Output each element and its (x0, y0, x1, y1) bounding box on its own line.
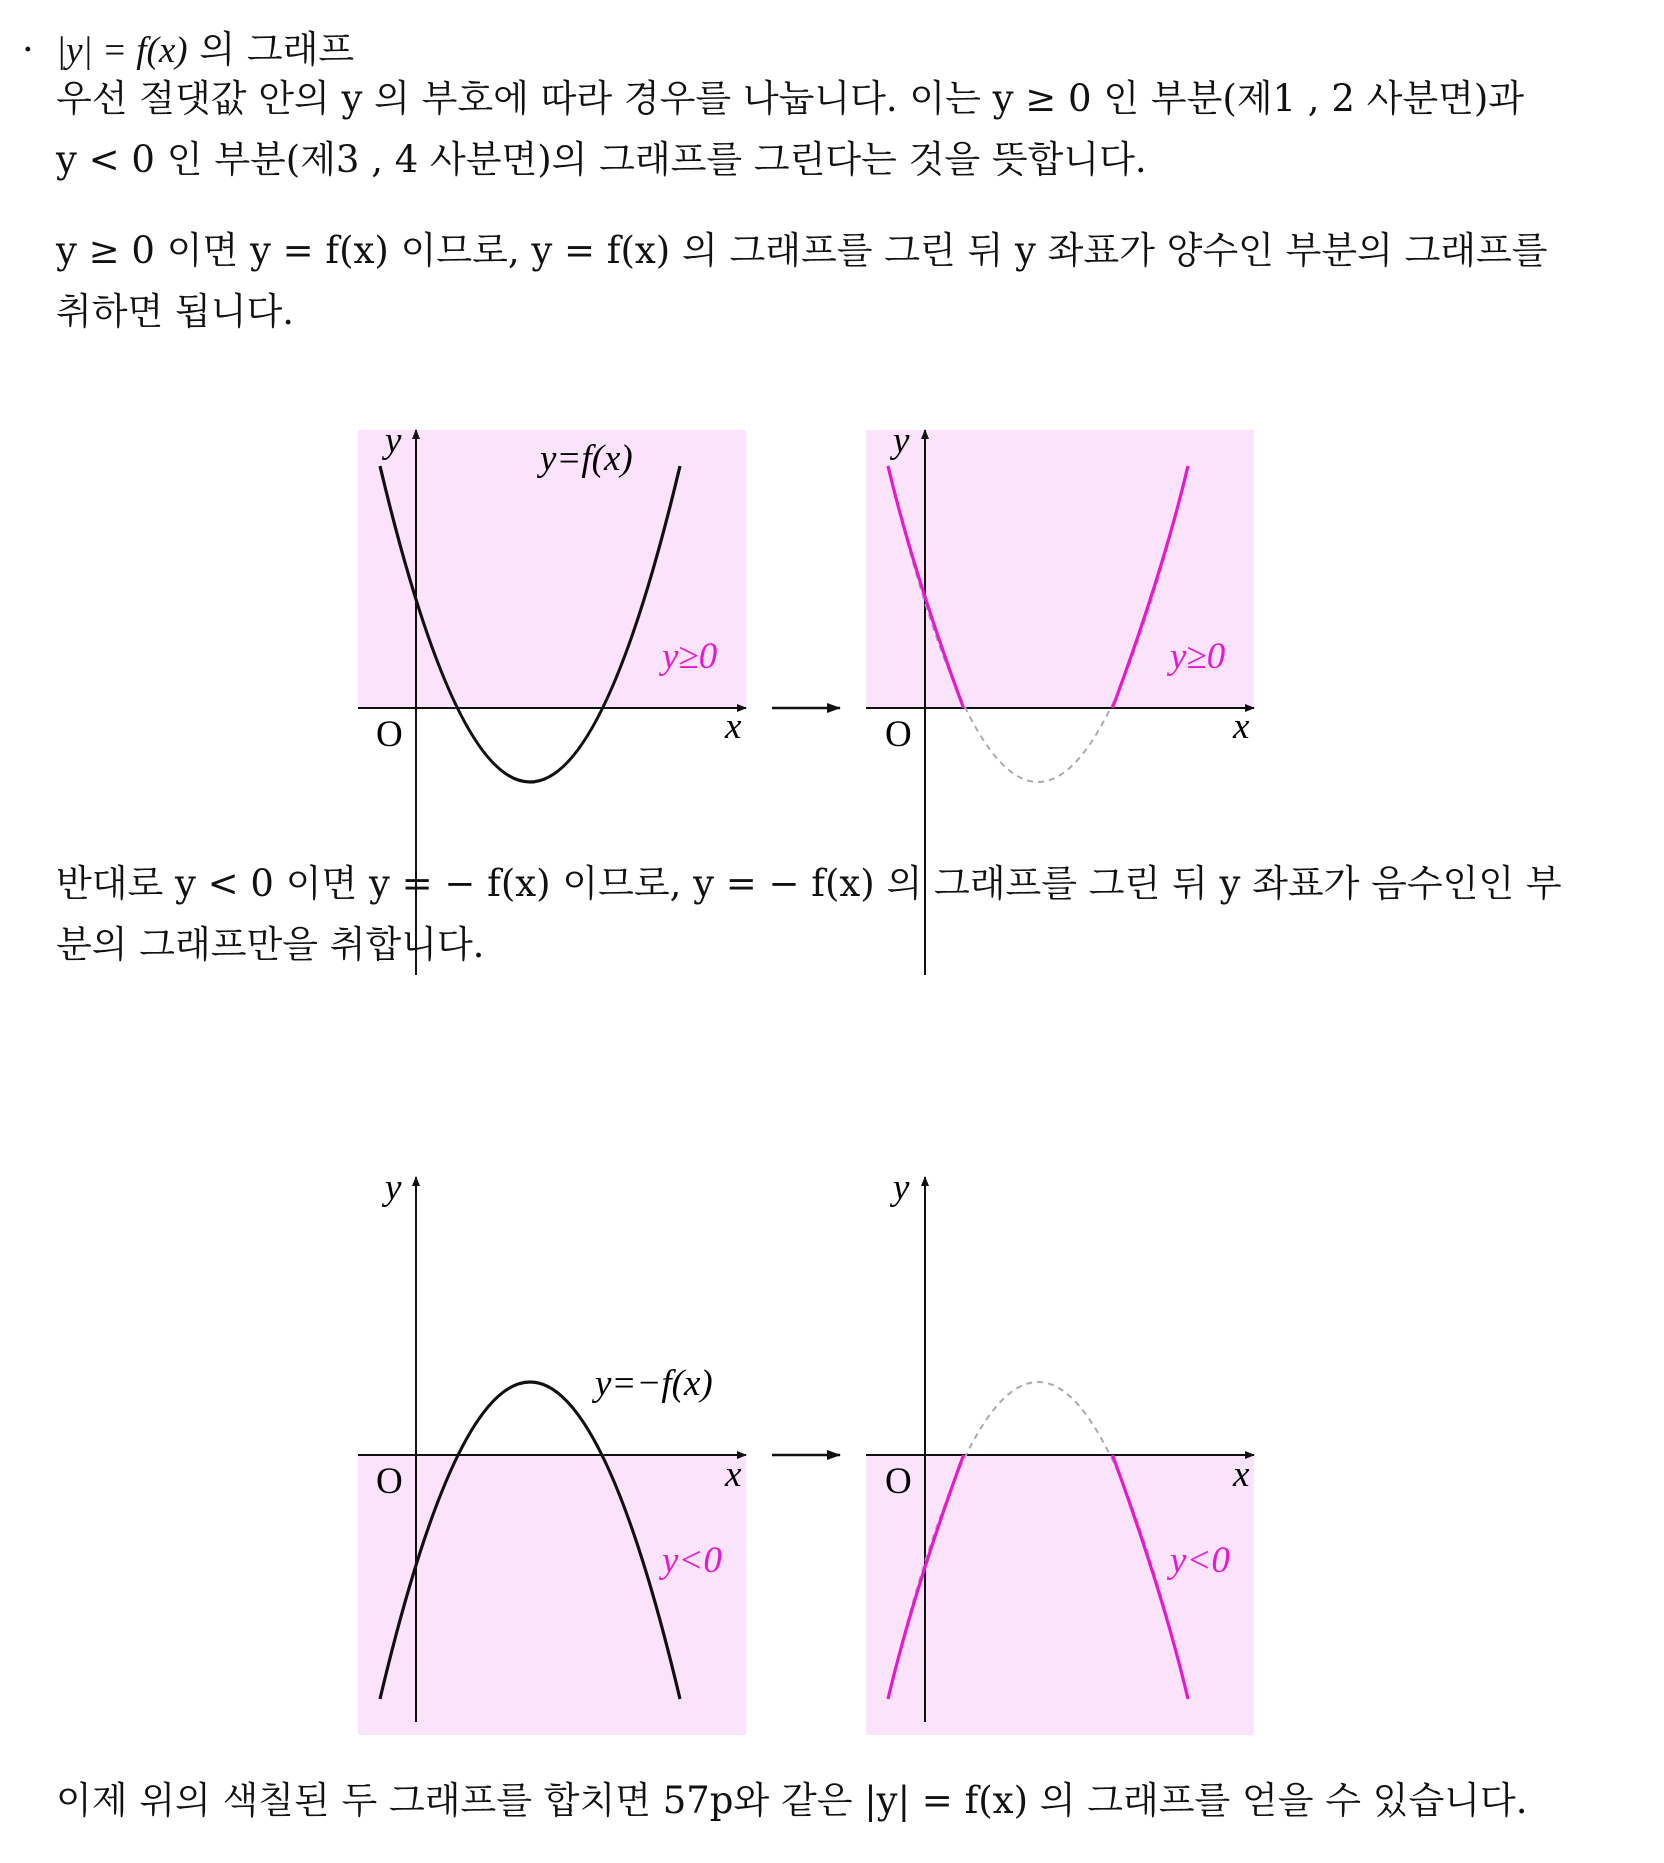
heading-suffix: 의 그래프 (187, 28, 355, 71)
region-label: y≥0 (1170, 636, 1226, 677)
paragraph-line: 취하면 됩니다. (56, 290, 294, 333)
x-axis-label: x (1233, 1454, 1250, 1495)
paragraph-line: 우선 절댓값 안의 y 의 부호에 따라 경우를 나눕니다. 이는 y ≥ 0 인 부분(제1 , 2 사분면)과 (56, 77, 1525, 120)
origin-label: O (885, 714, 912, 755)
paragraph-line: 분의 그래프만을 취합니다. (56, 923, 485, 966)
origin-label: O (376, 714, 403, 755)
curve-label: y=−f(x) (595, 1363, 713, 1404)
paragraph-line: 반대로 y < 0 이면 y = − f(x) 이므로, y = − f(x) 의 그래프를 그린 뒤 y 좌표가 음수인인 부 (56, 862, 1562, 905)
region-label: y<0 (1170, 1540, 1230, 1581)
y-axis-label: y (385, 1167, 402, 1208)
paragraph-line: 이제 위의 색칠된 두 그래프를 합치면 57p와 같은 |y| = f(x) 의 그래프를 얻을 수 있습니다. (56, 1779, 1528, 1822)
graph-top-right (866, 420, 1254, 975)
y-axis-label: y (385, 420, 402, 461)
curve-label: y=f(x) (540, 438, 633, 479)
x-axis-label: x (1233, 706, 1250, 747)
region-label: y<0 (662, 1540, 722, 1581)
paragraph-line: y ≥ 0 이면 y = f(x) 이므로, y = f(x) 의 그래프를 그린 뒤 y 좌표가 양수인 부분의 그래프를 (56, 229, 1548, 272)
heading-formula: |y| = f(x) (56, 30, 188, 71)
y-axis-label: y (893, 420, 910, 461)
x-axis-label: x (725, 706, 742, 747)
paragraph-line: y < 0 인 부분(제3 , 4 사분면)의 그래프를 그린다는 것을 뜻합니다. (56, 138, 1147, 181)
y-axis-label: y (893, 1167, 910, 1208)
graph-bottom-right (866, 1167, 1254, 1735)
bullet: · (22, 28, 34, 71)
graph-bottom-left (358, 1167, 746, 1735)
origin-label: O (885, 1461, 912, 1502)
graph-top-left (358, 420, 746, 975)
region-label: y≥0 (662, 636, 718, 677)
origin-label: O (376, 1461, 403, 1502)
x-axis-label: x (725, 1454, 742, 1495)
